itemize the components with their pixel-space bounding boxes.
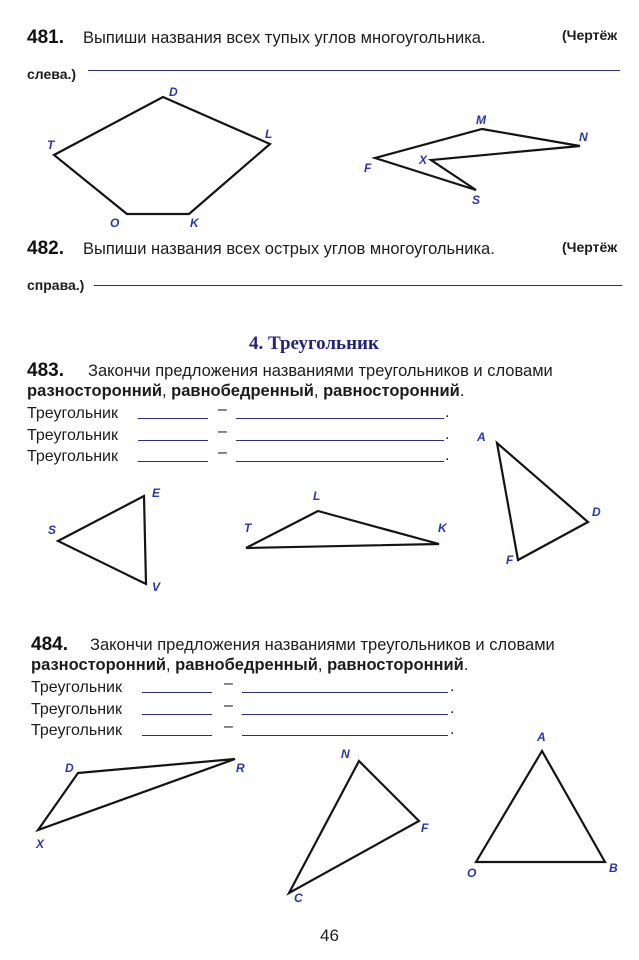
task-482-number: 482. — [27, 238, 64, 259]
task-482-text: Выпиши названия всех острых углов многоугольника. — [83, 240, 495, 258]
vertex-label: X — [36, 837, 45, 851]
period: . — [445, 404, 450, 421]
comma: , — [313, 382, 319, 400]
triangle-sev-shape — [58, 496, 146, 584]
row-label: Треугольник — [27, 448, 118, 465]
dash: – — [218, 423, 227, 440]
vertex-label: A — [477, 430, 486, 444]
row-label: Треугольник — [31, 701, 122, 718]
task-484-text: Закончи предложения названиями треугольников и словами — [90, 636, 555, 654]
comma: , — [317, 656, 323, 674]
vertex-label: L — [313, 489, 321, 503]
comma: , — [165, 656, 171, 674]
period: . — [450, 721, 455, 738]
task-481-note-open: (Чертёж — [562, 27, 618, 43]
period: . — [445, 447, 450, 464]
period: . — [463, 656, 469, 674]
vertex-label: C — [294, 891, 303, 905]
dash: – — [224, 697, 233, 714]
period: . — [459, 382, 465, 400]
vertex-label: N — [341, 747, 350, 761]
task-481-number: 481. — [27, 27, 64, 48]
page-number: 46 — [320, 926, 339, 945]
vertex-label: K — [438, 521, 447, 535]
task-482-note-close: справа.) — [27, 277, 85, 293]
triangle-adf-shape — [497, 443, 588, 560]
vertex-label: L — [265, 127, 273, 141]
vertex-label: S — [48, 523, 57, 537]
task-483-number: 483. — [27, 360, 64, 381]
word-raznostoronniy: разносторонний — [31, 656, 166, 674]
vertex-label: T — [244, 521, 252, 535]
task-481-note-close: слева.) — [27, 66, 77, 82]
vertex-label: F — [364, 161, 372, 175]
task-483-text: Закончи предложения названиями треугольников и словами — [88, 362, 553, 380]
word-ravnobedrenniy: равнобедренный — [171, 382, 314, 400]
vertex-label: F — [506, 553, 514, 567]
row-label: Треугольник — [27, 427, 118, 444]
task-481-text: Выпиши названия всех тупых углов многоугольника. — [83, 29, 486, 47]
vertex-label: E — [152, 486, 161, 500]
dash: – — [218, 444, 227, 461]
task-482-note-open: (Чертёж — [562, 239, 618, 255]
vertex-label: D — [65, 761, 74, 775]
period: . — [450, 678, 455, 695]
comma: , — [161, 382, 167, 400]
word-raznostoronniy: разносторонний — [27, 382, 162, 400]
vertex-label: D — [169, 85, 178, 99]
vertex-label: T — [47, 138, 55, 152]
task-484-number: 484. — [31, 634, 68, 655]
vertex-label: O — [110, 216, 120, 230]
vertex-label: D — [592, 505, 601, 519]
word-ravnostoronniy: равносторонний — [327, 656, 464, 674]
dash: – — [218, 401, 227, 418]
row-label: Треугольник — [27, 405, 118, 422]
vertex-label: R — [236, 761, 245, 775]
vertex-label: N — [579, 130, 588, 144]
vertex-label: S — [472, 193, 481, 207]
row-label: Треугольник — [31, 679, 122, 696]
section-title: 4. Треугольник — [249, 333, 379, 354]
vertex-label: O — [467, 866, 477, 880]
row-label: Треугольник — [31, 722, 122, 739]
vertex-label: B — [609, 861, 618, 875]
triangle-nfc-shape — [289, 761, 419, 893]
polygon-right-shape — [375, 129, 580, 190]
vertex-label: V — [152, 580, 161, 594]
word-ravnobedrenniy: равнобедренный — [175, 656, 318, 674]
vertex-label: K — [190, 216, 199, 230]
vertex-label: A — [537, 730, 546, 744]
period: . — [450, 700, 455, 717]
dash: – — [224, 675, 233, 692]
word-ravnostoronniy: равносторонний — [323, 382, 460, 400]
vertex-label: X — [419, 153, 428, 167]
hexagon-shape — [54, 97, 273, 214]
period: . — [445, 426, 450, 443]
vertex-label: M — [476, 113, 486, 127]
dash: – — [224, 718, 233, 735]
triangle-aob-shape — [476, 751, 605, 862]
vertex-label: F — [421, 821, 429, 835]
triangle-tlk-shape — [246, 511, 439, 548]
